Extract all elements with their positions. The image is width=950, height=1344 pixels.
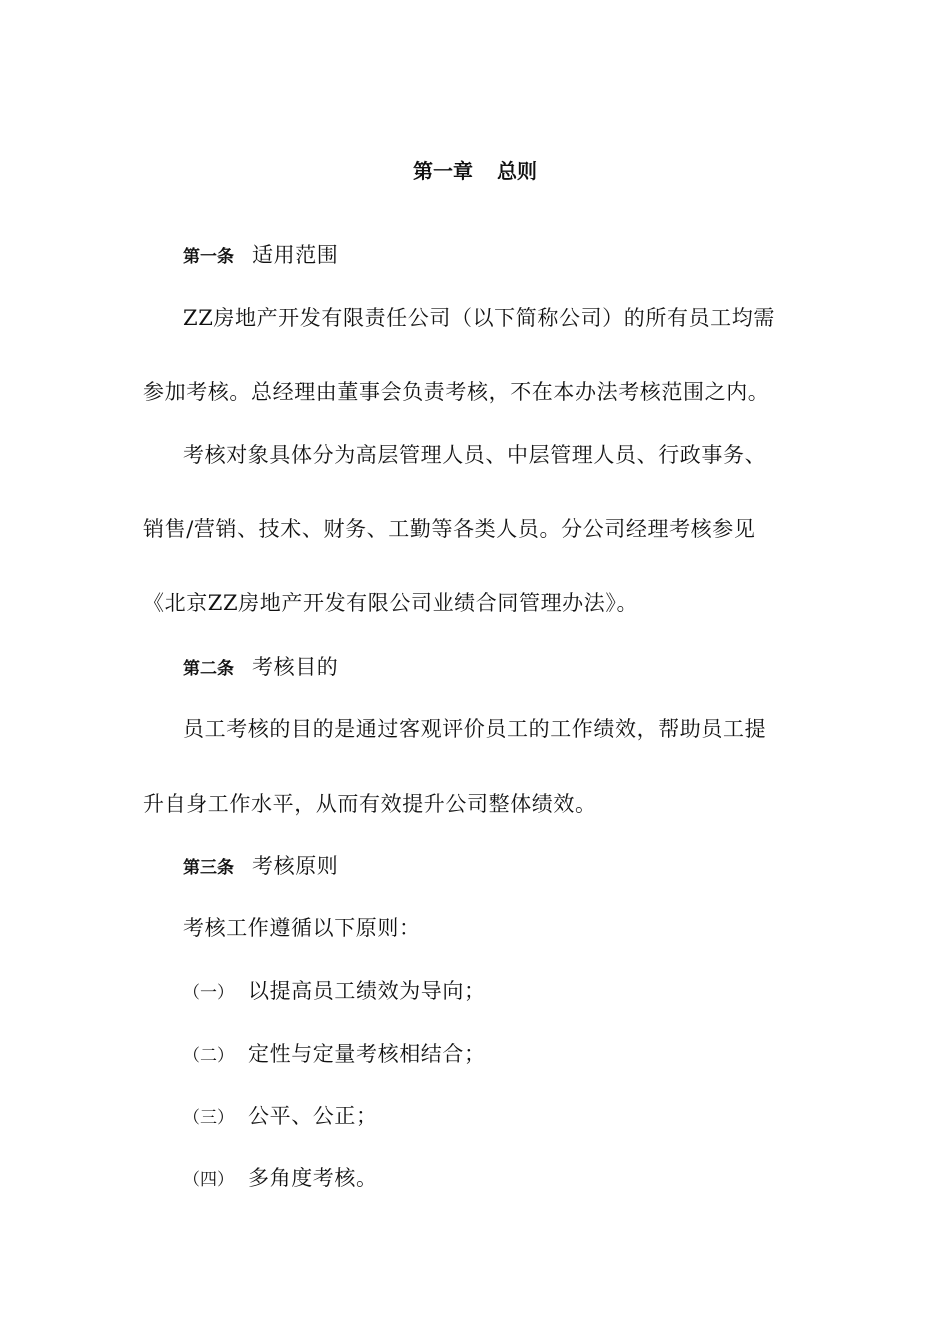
article-title: 考核目的 bbox=[252, 655, 339, 679]
paragraph-line: 销售/营销、技术、财务、工勤等各类人员。分公司经理考核参见 bbox=[143, 517, 756, 541]
list-text: 以提高员工绩效为导向； bbox=[248, 979, 486, 1003]
article-1-heading bbox=[183, 240, 338, 272]
paragraph-line: 考核工作遵循以下原则： bbox=[183, 916, 421, 940]
article-label: 第二条 bbox=[183, 659, 234, 679]
list-marker: （四） bbox=[183, 1170, 234, 1190]
list-item bbox=[183, 976, 486, 1008]
article-3-heading bbox=[183, 851, 338, 883]
article-title: 考核原则 bbox=[252, 854, 339, 878]
paragraph-line: ZZ房地产开发有限责任公司（以下简称公司）的所有员工均需 bbox=[183, 306, 775, 330]
paragraph-line: 参加考核。总经理由董事会负责考核，不在本办法考核范围之内。 bbox=[143, 380, 770, 404]
chapter-title: 总则 bbox=[497, 159, 537, 183]
list-item bbox=[183, 1101, 378, 1133]
chapter-heading bbox=[0, 156, 950, 186]
list-marker: （二） bbox=[183, 1046, 234, 1066]
paragraph-line: 《北京ZZ房地产开发有限公司业绩合同管理办法》。 bbox=[143, 591, 639, 615]
list-item bbox=[183, 1039, 486, 1071]
list-marker: （三） bbox=[183, 1108, 234, 1128]
paragraph-line: 升自身工作水平，从而有效提升公司整体绩效。 bbox=[143, 792, 597, 816]
article-title: 适用范围 bbox=[252, 243, 339, 267]
article-label: 第三条 bbox=[183, 858, 234, 878]
list-item bbox=[183, 1163, 378, 1195]
paragraph-line: 员工考核的目的是通过客观评价员工的工作绩效，帮助员工提 bbox=[183, 717, 767, 741]
chapter-number: 第一章 bbox=[413, 159, 473, 183]
list-text: 定性与定量考核相结合； bbox=[248, 1042, 486, 1066]
list-text: 多角度考核。 bbox=[248, 1166, 378, 1190]
article-label: 第一条 bbox=[183, 247, 234, 267]
article-2-heading bbox=[183, 652, 338, 684]
paragraph-line: 考核对象具体分为高层管理人员、中层管理人员、行政事务、 bbox=[183, 443, 767, 467]
list-marker: （一） bbox=[183, 983, 234, 1003]
list-text: 公平、公正； bbox=[248, 1104, 378, 1128]
